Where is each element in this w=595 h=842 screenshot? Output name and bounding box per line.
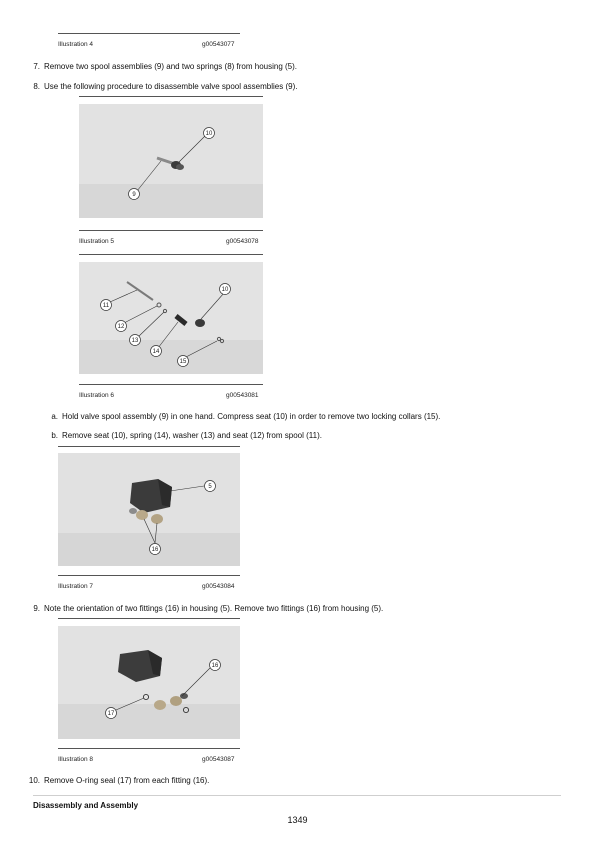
illustration-6-photo xyxy=(79,262,263,374)
substep-b xyxy=(44,431,322,440)
substep-a-text: Hold valve spool assembly (9) in one hand. Compress seat (10) in order to remove two locking collars (15). xyxy=(62,412,441,421)
illus5-bottom-rule xyxy=(79,230,263,231)
callout-11-text: 11 xyxy=(102,303,110,309)
callout-10-text: 10 xyxy=(221,287,229,293)
illus8-bottom-rule xyxy=(58,748,240,749)
illustration-5-photo xyxy=(79,104,263,218)
fitting-part xyxy=(154,700,166,710)
illus7-bottom-rule xyxy=(58,575,240,576)
callout-15-text: 15 xyxy=(179,359,187,365)
illus5-top-rule xyxy=(79,96,263,97)
illus7-code: g00543084 xyxy=(202,583,235,590)
illus5-code: g00543078 xyxy=(226,238,259,245)
substep-a xyxy=(44,412,440,421)
illus6-label: Illustration 6 xyxy=(79,392,115,399)
footer-section-title: Disassembly and Assembly xyxy=(33,801,139,810)
callout-16-text: 16 xyxy=(151,547,159,553)
illus6-bottom-rule xyxy=(79,384,263,385)
fitting-part xyxy=(170,696,182,706)
substep-a-letter: a. xyxy=(51,412,58,421)
page-number: 1349 xyxy=(287,815,308,825)
illustration-8-photo xyxy=(58,626,240,739)
callout-5-text: 5 xyxy=(208,484,212,490)
illus6-top-rule xyxy=(79,254,263,255)
step-7 xyxy=(26,62,297,71)
substep-b-text: Remove seat (10), spring (14), washer (13) and seat (12) from spool (11). xyxy=(62,431,322,440)
callout-9 xyxy=(129,189,140,200)
step-9-number: 9. xyxy=(33,604,40,613)
illus4-top-rule xyxy=(58,33,240,34)
step-7-text: Remove two spool assemblies (9) and two springs (8) from housing (5). xyxy=(44,62,297,71)
illus7-top-rule xyxy=(58,446,240,447)
callout-11 xyxy=(101,300,112,311)
step-8 xyxy=(26,82,297,91)
callout-13-text: 13 xyxy=(131,338,139,344)
callout-14-text: 14 xyxy=(152,349,160,355)
substep-b-letter: b. xyxy=(51,431,58,440)
illus4-code: g00543077 xyxy=(202,41,235,48)
step-10 xyxy=(26,776,209,785)
illus7-label: Illustration 7 xyxy=(58,583,94,590)
callout-16-text: 16 xyxy=(211,663,219,669)
illus8-top-rule xyxy=(58,618,240,619)
step-10-text: Remove O-ring seal (17) from each fitting (16). xyxy=(44,776,210,785)
illustration-7-drawing xyxy=(58,453,240,566)
callout-16 xyxy=(210,660,221,671)
callout-10-text: 10 xyxy=(205,131,213,137)
illustration-5-drawing xyxy=(79,104,263,218)
callout-9-text: 9 xyxy=(132,192,136,198)
callout-16 xyxy=(150,544,161,555)
fitting-part xyxy=(151,514,163,524)
callout-12-text: 12 xyxy=(117,324,125,330)
callout-17 xyxy=(106,708,117,719)
step-7-number: 7. xyxy=(33,62,40,71)
callout-5 xyxy=(205,481,216,492)
callout-12 xyxy=(116,321,127,332)
illustration-8-drawing xyxy=(58,626,240,739)
step-9-text: Note the orientation of two fittings (16) in housing (5). Remove two fittings (16) from housing (5). xyxy=(44,604,384,613)
callout-17-text: 17 xyxy=(107,711,115,717)
illus8-code: g00543087 xyxy=(202,756,235,763)
seat-part xyxy=(195,319,205,327)
callout-15 xyxy=(178,356,189,367)
callout-14 xyxy=(151,346,162,357)
callout-10 xyxy=(204,128,215,139)
step-9 xyxy=(26,604,383,613)
illustration-6-drawing xyxy=(79,262,263,374)
illus8-label: Illustration 8 xyxy=(58,756,94,763)
footer-rule xyxy=(33,795,561,796)
callout-13 xyxy=(130,335,141,346)
callout-10 xyxy=(220,284,231,295)
illustration-7-photo xyxy=(58,453,240,566)
fitting-part xyxy=(136,510,148,520)
step-8-text: Use the following procedure to disassemble valve spool assemblies (9). xyxy=(44,82,298,91)
step-8-number: 8. xyxy=(33,82,40,91)
illus4-label: Illustration 4 xyxy=(58,41,94,48)
illus6-code: g00543081 xyxy=(226,392,259,399)
illus5-label: Illustration 5 xyxy=(79,238,115,245)
step-10-number: 10. xyxy=(28,776,40,785)
